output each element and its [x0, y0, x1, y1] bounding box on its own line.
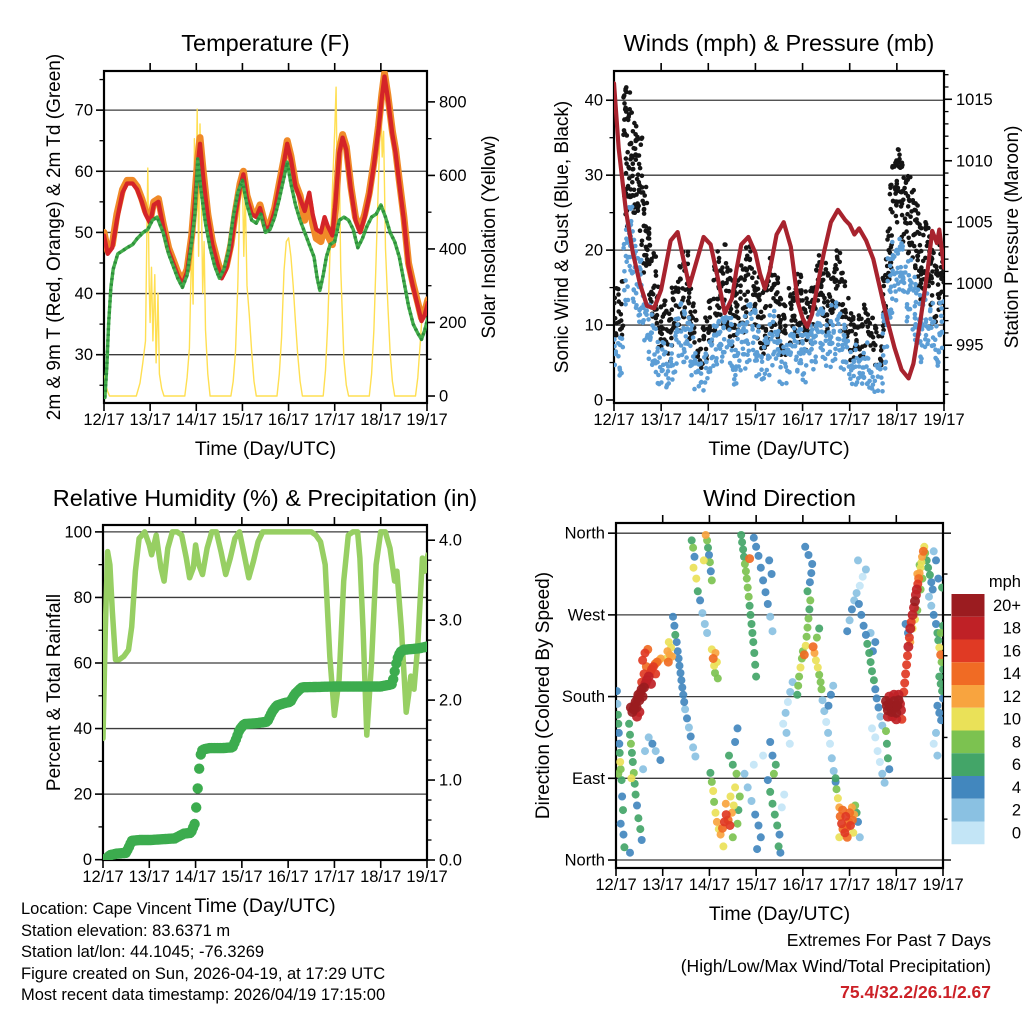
y-tick-label: East	[571, 769, 605, 788]
y-tick-label: 30	[584, 166, 603, 185]
speed-legend	[952, 573, 1022, 844]
series-layer-rh-precip	[98, 532, 432, 865]
y-tick-label-right: 800	[439, 93, 467, 112]
series-dewpoint-2m-stipple	[105, 159, 428, 398]
y-tick-label-right: 1005	[956, 213, 993, 232]
y-tick-label: 30	[74, 346, 93, 365]
x-tick-label: 13/17	[129, 411, 171, 429]
legend-entry-label: 8	[1011, 733, 1021, 752]
x-tick-label: 18/17	[875, 876, 917, 894]
y-tick-label-right: 1010	[956, 152, 993, 171]
legend-swatch	[952, 822, 985, 845]
series-layer-wind-direction	[613, 531, 947, 857]
extremes-summary	[681, 928, 991, 1005]
y-tick-label-right: 1000	[956, 275, 993, 294]
y-tick-label-right: 2.0	[439, 691, 462, 710]
y-axis-title-left: Sonic Wind & Gust (Blue, Black)	[552, 100, 573, 374]
series-layer-temperature	[104, 73, 428, 397]
y-tick-label-right: 200	[439, 313, 467, 332]
legend-swatch	[952, 708, 985, 731]
x-tick-label: 16/17	[267, 868, 309, 886]
y-axis-title-right: Station Pressure (Maroon)	[1002, 125, 1023, 349]
y-tick-label: 70	[74, 101, 93, 120]
y-tick-label: 20	[584, 241, 603, 260]
y-axis-title-left: Direction (Colored By Speed)	[533, 571, 554, 820]
x-tick-label: 19/17	[406, 868, 448, 886]
legend-swatch	[952, 640, 985, 663]
y-tick-label-right: 0	[439, 387, 449, 406]
x-tick-label: 18/17	[360, 868, 402, 886]
figure-created-timestamp: Figure created on Sun, 2026-04-19, at 17:29 UTC	[21, 964, 386, 983]
most-recent-data-timestamp: Most recent data timestamp: 2026/04/19 17:15:00	[21, 986, 386, 1004]
y-axis-title-left: 2m & 9m T (Red, Orange) & 2m Td (Green)	[44, 53, 65, 421]
legend-entry-label: 14	[1002, 665, 1021, 684]
legend-swatch	[952, 594, 985, 617]
x-tick-label: 19/17	[406, 411, 448, 429]
legend-swatch	[952, 799, 985, 822]
y-tick-label: 40	[584, 91, 603, 110]
y-tick-label-right: 1.0	[439, 771, 462, 790]
x-tick-label: 14/17	[174, 868, 217, 886]
y-tick-label-right: 0.0	[439, 851, 462, 870]
legend-swatch	[952, 776, 985, 799]
x-tick-label: 14/17	[175, 411, 217, 429]
x-tick-label: 12/17	[83, 411, 125, 429]
series-layer-winds-pressure	[612, 83, 946, 394]
x-tick-label: 17/17	[314, 411, 356, 429]
legend-entry-label: 12	[1002, 687, 1021, 706]
y-tick-label: North	[564, 851, 605, 870]
panel-title: Relative Humidity (%) & Precipitation (in)	[52, 485, 478, 511]
x-tick-label: 12/17	[595, 876, 637, 894]
station-location: Location: Cape Vincent	[21, 900, 192, 918]
series-dewpoint-2m	[105, 159, 428, 398]
station-latlon: Station lat/lon: 44.1045; -76.3269	[21, 943, 265, 961]
y-tick-label: 80	[73, 588, 92, 607]
extremes-subtitle: (High/Low/Max Wind/Total Precipitation)	[680, 955, 991, 976]
y-tick-label: 50	[74, 223, 93, 242]
x-axis-title: Time (Day/UTC)	[194, 895, 336, 917]
panel-title: Wind Direction	[703, 485, 856, 511]
legend-entry-label: 16	[1002, 642, 1021, 661]
y-tick-label-right: 3.0	[439, 611, 462, 630]
legend-entry-label: 6	[1011, 756, 1021, 775]
x-tick-label: 17/17	[828, 876, 871, 894]
x-tick-label: 16/17	[267, 411, 310, 429]
x-tick-label: 18/17	[360, 411, 402, 429]
plot-frame	[103, 525, 427, 860]
y-tick-label-right: 995	[956, 336, 984, 355]
y-tick-label-right: 600	[439, 166, 467, 185]
x-tick-label: 15/17	[734, 411, 777, 429]
legend-entry-label: 18	[1002, 619, 1021, 638]
x-tick-label: 12/17	[82, 868, 124, 886]
x-tick-label: 15/17	[221, 411, 264, 429]
legend-swatch	[952, 753, 985, 776]
y-tick-label: 0	[593, 391, 603, 410]
x-tick-label: 13/17	[640, 411, 682, 429]
x-tick-label: 13/17	[128, 868, 170, 886]
x-axis-title: Time (Day/UTC)	[708, 903, 851, 925]
station-info	[21, 899, 385, 1007]
series-wind-direction-points	[613, 531, 947, 857]
y-tick-label-right: 400	[439, 240, 467, 259]
x-tick-label: 16/17	[782, 876, 824, 894]
legend-swatch	[952, 685, 985, 708]
y-tick-label-right: 1015	[956, 90, 993, 109]
legend-entry-label: 10	[1002, 710, 1021, 729]
legend-swatch	[952, 662, 985, 685]
series-relative-humidity	[103, 532, 428, 739]
y-tick-label: 10	[584, 316, 603, 335]
station-elevation: Station elevation: 83.6371 m	[21, 921, 231, 940]
y-tick-label: 40	[74, 285, 93, 304]
legend-title: mph	[988, 573, 1021, 591]
y-tick-label: 20	[73, 785, 92, 804]
y-axis-title-right: Solar Insolation (Yellow)	[479, 135, 500, 339]
y-tick-label: 60	[74, 162, 93, 181]
y-tick-label: 40	[73, 720, 92, 739]
x-tick-label: 19/17	[923, 411, 965, 429]
legend-entry-label: 20+	[993, 596, 1021, 615]
panel-title: Temperature (F)	[181, 30, 350, 56]
y-tick-label: 0	[82, 851, 92, 870]
extremes-values: 75.4/32.2/26.1/2.67	[840, 981, 991, 1002]
x-axis-title: Time (Day/UTC)	[194, 438, 337, 460]
x-tick-label: 14/17	[687, 411, 729, 429]
x-tick-label: 13/17	[642, 876, 684, 894]
x-axis-title: Time (Day/UTC)	[708, 438, 850, 460]
x-tick-label: 17/17	[829, 411, 871, 429]
legend-entry-label: 0	[1011, 824, 1021, 843]
panel-title: Winds (mph) & Pressure (mb)	[623, 30, 935, 56]
x-tick-label: 12/17	[593, 411, 635, 429]
legend-swatch	[952, 617, 985, 640]
x-tick-label: 17/17	[313, 868, 356, 886]
y-tick-label: South	[561, 688, 605, 707]
x-tick-label: 16/17	[781, 411, 824, 429]
y-axis-title-left: Percent & Total Rainfall	[44, 593, 65, 792]
y-tick-label: 60	[73, 654, 92, 673]
y-tick-label: 100	[64, 523, 92, 542]
legend-swatch	[952, 731, 985, 754]
x-tick-label: 18/17	[876, 411, 918, 429]
x-tick-label: 14/17	[688, 876, 731, 894]
x-tick-label: 19/17	[922, 876, 964, 894]
series-total-rainfall	[98, 641, 432, 865]
legend-entry-label: 4	[1011, 778, 1021, 797]
extremes-title: Extremes For Past 7 Days	[786, 930, 991, 950]
y-tick-label: North	[564, 524, 605, 543]
x-tick-label: 15/17	[735, 876, 777, 894]
y-tick-label-right: 4.0	[439, 531, 462, 550]
y-tick-label: West	[567, 606, 605, 625]
legend-entry-label: 2	[1011, 801, 1021, 820]
x-tick-label: 15/17	[221, 868, 263, 886]
